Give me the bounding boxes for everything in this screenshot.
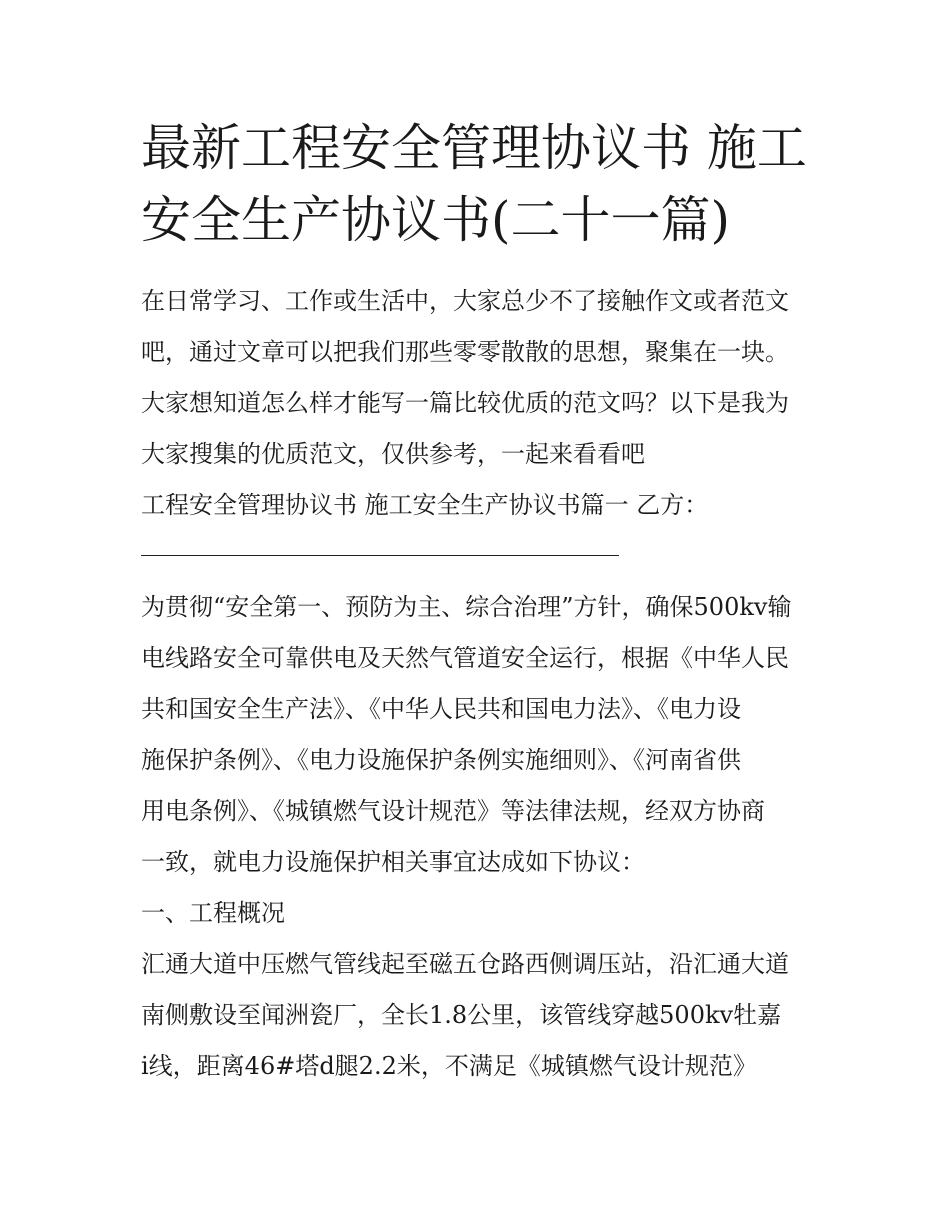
agreement-line-2: 电线路安全可靠供电及天然气管道安全运行，根据《中华人民	[141, 644, 789, 672]
intro-line-4: 大家搜集的优质范文，仅供参考，一起来看看吧	[141, 440, 645, 468]
intro-line-3: 大家想知道怎么样才能写一篇比较优质的范文吗？以下是我为	[141, 389, 789, 417]
title-line-2: 安全生产协议书(二十一篇)	[141, 191, 731, 249]
agreement-line-6: 一致，就电力设施保护相关事宜达成如下协议：	[141, 848, 645, 876]
section-heading: 工程安全管理协议书 施工安全生产协议书篇一 乙方：	[141, 491, 709, 519]
clause-heading: 一、工程概况	[141, 899, 285, 927]
document-title	[141, 112, 841, 256]
clause-line-1: 汇通大道中压燃气管线起至磁五仓路西侧调压站，沿汇通大道	[141, 950, 789, 978]
agreement-line-1: 为贯彻“安全第一、预防为主、综合治理”方针，确保500kv输	[141, 593, 792, 621]
clause-line-3: ⅰ线，距离46#塔d腿2.2米，不满足《城镇燃气设计规范》	[141, 1052, 757, 1080]
intro-line-2: 吧，通过文章可以把我们那些零零散散的思想，聚集在一块。	[141, 338, 789, 366]
signature-blank-line	[141, 555, 619, 556]
agreement-line-3: 共和国安全生产法》、《中华人民共和国电力法》、《电力设	[141, 695, 741, 723]
intro-line-1: 在日常学习、工作或生活中，大家总少不了接触作文或者范文	[141, 287, 789, 315]
agreement-line-4: 施保护条例》、《电力设施保护条例实施细则》、《河南省供	[141, 746, 741, 774]
clause-line-2: 南侧敷设至闻洲瓷厂，全长1.8公里，该管线穿越500kv牡嘉	[141, 1001, 782, 1029]
title-line-1: 最新工程安全管理协议书 施工	[141, 119, 807, 177]
document-body	[141, 276, 821, 1092]
agreement-line-5: 用电条例》、《城镇燃气设计规范》等法律法规，经双方协商	[141, 797, 765, 825]
